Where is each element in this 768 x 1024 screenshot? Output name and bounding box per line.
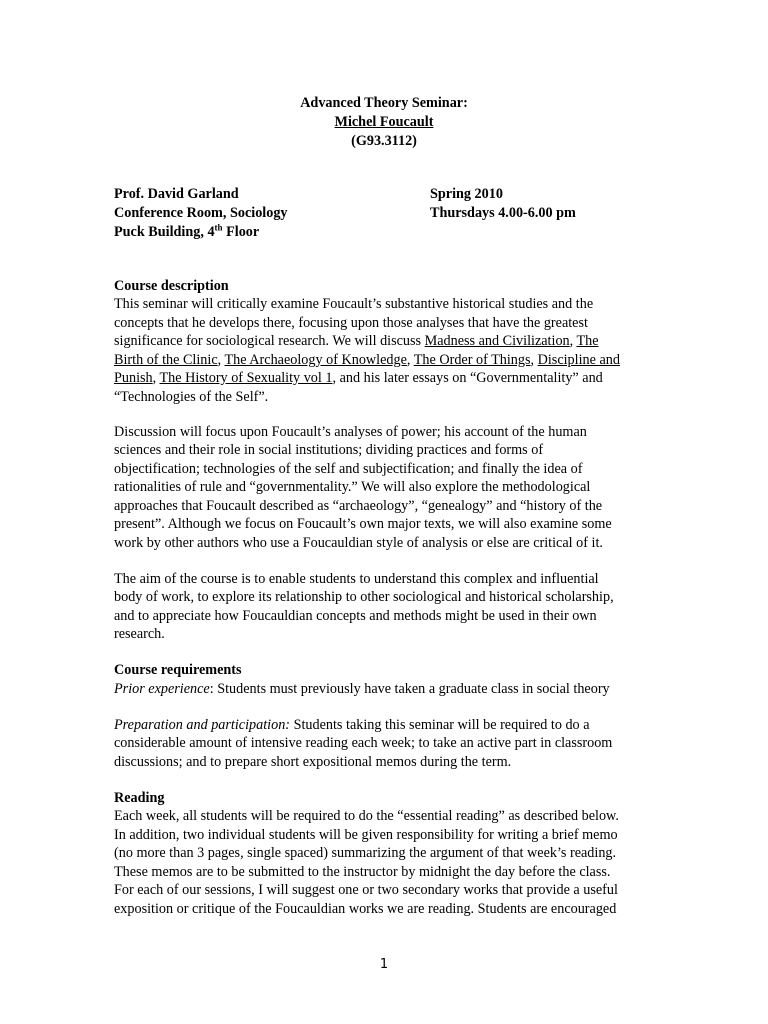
description-line — [114, 369, 603, 388]
description-line: “Technologies of the Self”. — [114, 389, 269, 405]
book-title: Madness and Civilization — [424, 333, 570, 349]
description-line — [114, 332, 599, 351]
room: Conference Room, Sociology — [114, 205, 288, 221]
prior-text: : Students must previously have taken a graduate class in social theory — [209, 681, 610, 697]
prep-label: Preparation and participation: — [114, 717, 291, 733]
description-line: research. — [114, 626, 165, 642]
book-title: The History of Sexuality vol 1 — [159, 370, 333, 386]
building-sup: th — [214, 222, 223, 233]
description-line — [114, 351, 620, 370]
description-line: Discussion will focus upon Foucault’s analyses of power; his account of the human — [114, 424, 587, 440]
subtitle-text: Michel Foucault — [334, 114, 434, 130]
preparation-line — [114, 716, 590, 735]
prior-label: Prior experience — [114, 681, 210, 697]
separator: , — [406, 352, 414, 368]
reading-heading: Reading — [114, 790, 165, 806]
description-line: sciences and their role in social institutions; dividing practices and forms of — [114, 442, 544, 458]
building-pre: Puck Building, 4 — [114, 224, 215, 240]
course-code: (G93.3112) — [351, 133, 417, 149]
page-number: 1 — [379, 957, 389, 972]
prior-experience — [114, 680, 610, 699]
separator: , — [530, 352, 538, 368]
instructor: Prof. David Garland — [114, 186, 239, 202]
description-line: body of work, to explore its relationship to other sociological and historical scholarship, — [114, 589, 614, 605]
description-line: work by other authors who use a Foucauldian style of analysis or else are critical of it. — [114, 535, 603, 551]
book-title: The Order of Things — [413, 352, 531, 368]
description-line: and to appreciate how Foucauldian concepts and methods might be used in their own — [114, 608, 597, 624]
separator: , — [152, 370, 160, 386]
prep-text: Students taking this seminar will be required to do a — [290, 717, 590, 733]
description-line: concepts that he develops there, focusing upon those analyses that have the greatest — [114, 315, 588, 331]
book-title: The Archaeology of Knowledge — [224, 352, 407, 368]
separator: , — [217, 352, 225, 368]
description-line: objectification; technologies of the self and subjectification; and finally the idea of — [114, 461, 583, 477]
description-heading: Course description — [114, 278, 229, 294]
meeting-time: Thursdays 4.00-6.00 pm — [430, 205, 576, 221]
book-title: Birth of the Clinic — [114, 352, 218, 368]
book-title: The — [576, 333, 599, 349]
reading-line: In addition, two individual students will be given responsibility for writing a brief memo — [114, 827, 618, 843]
text-run: , and his later essays on “Governmentality” and — [332, 370, 603, 386]
book-title: Punish — [114, 370, 153, 386]
reading-line: These memos are to be submitted to the instructor by midnight the day before the class. — [114, 864, 611, 880]
book-title: Discipline and — [537, 352, 620, 368]
description-line: present”. Although we focus on Foucault’s own major texts, we will also examine some — [114, 516, 612, 532]
text-run: significance for sociological research. We will discuss — [114, 333, 425, 349]
description-line: approaches that Foucault described as “archaeology”, “genealogy” and “history of the — [114, 498, 603, 514]
reading-line: Each week, all students will be required to do the “essential reading” as described below. — [114, 808, 619, 824]
reading-line: (no more than 3 pages, single spaced) summarizing the argument of that week’s reading. — [114, 845, 617, 861]
description-line: This seminar will critically examine Foucault’s substantive historical studies and the — [114, 296, 594, 312]
reading-line: For each of our sessions, I will suggest one or two secondary works that provide a useful — [114, 882, 618, 898]
seminar-title: Advanced Theory Seminar: — [300, 95, 468, 111]
description-line: rationalities of rule and “governmentality.” We will also explore the methodological — [114, 479, 591, 495]
preparation-line: considerable amount of intensive reading each week; to take an active part in classroom — [114, 735, 613, 751]
reading-line: exposition or critique of the Foucauldian works we are reading. Students are encouraged — [114, 901, 617, 917]
building-post: Floor — [222, 224, 260, 240]
seminar-subtitle — [0, 113, 768, 132]
requirements-heading: Course requirements — [114, 662, 242, 678]
description-line: The aim of the course is to enable students to understand this complex and influential — [114, 571, 599, 587]
building — [114, 223, 259, 242]
separator: , — [569, 333, 577, 349]
term: Spring 2010 — [430, 186, 503, 202]
preparation-line: discussions; and to prepare short expositional memos during the term. — [114, 754, 512, 770]
